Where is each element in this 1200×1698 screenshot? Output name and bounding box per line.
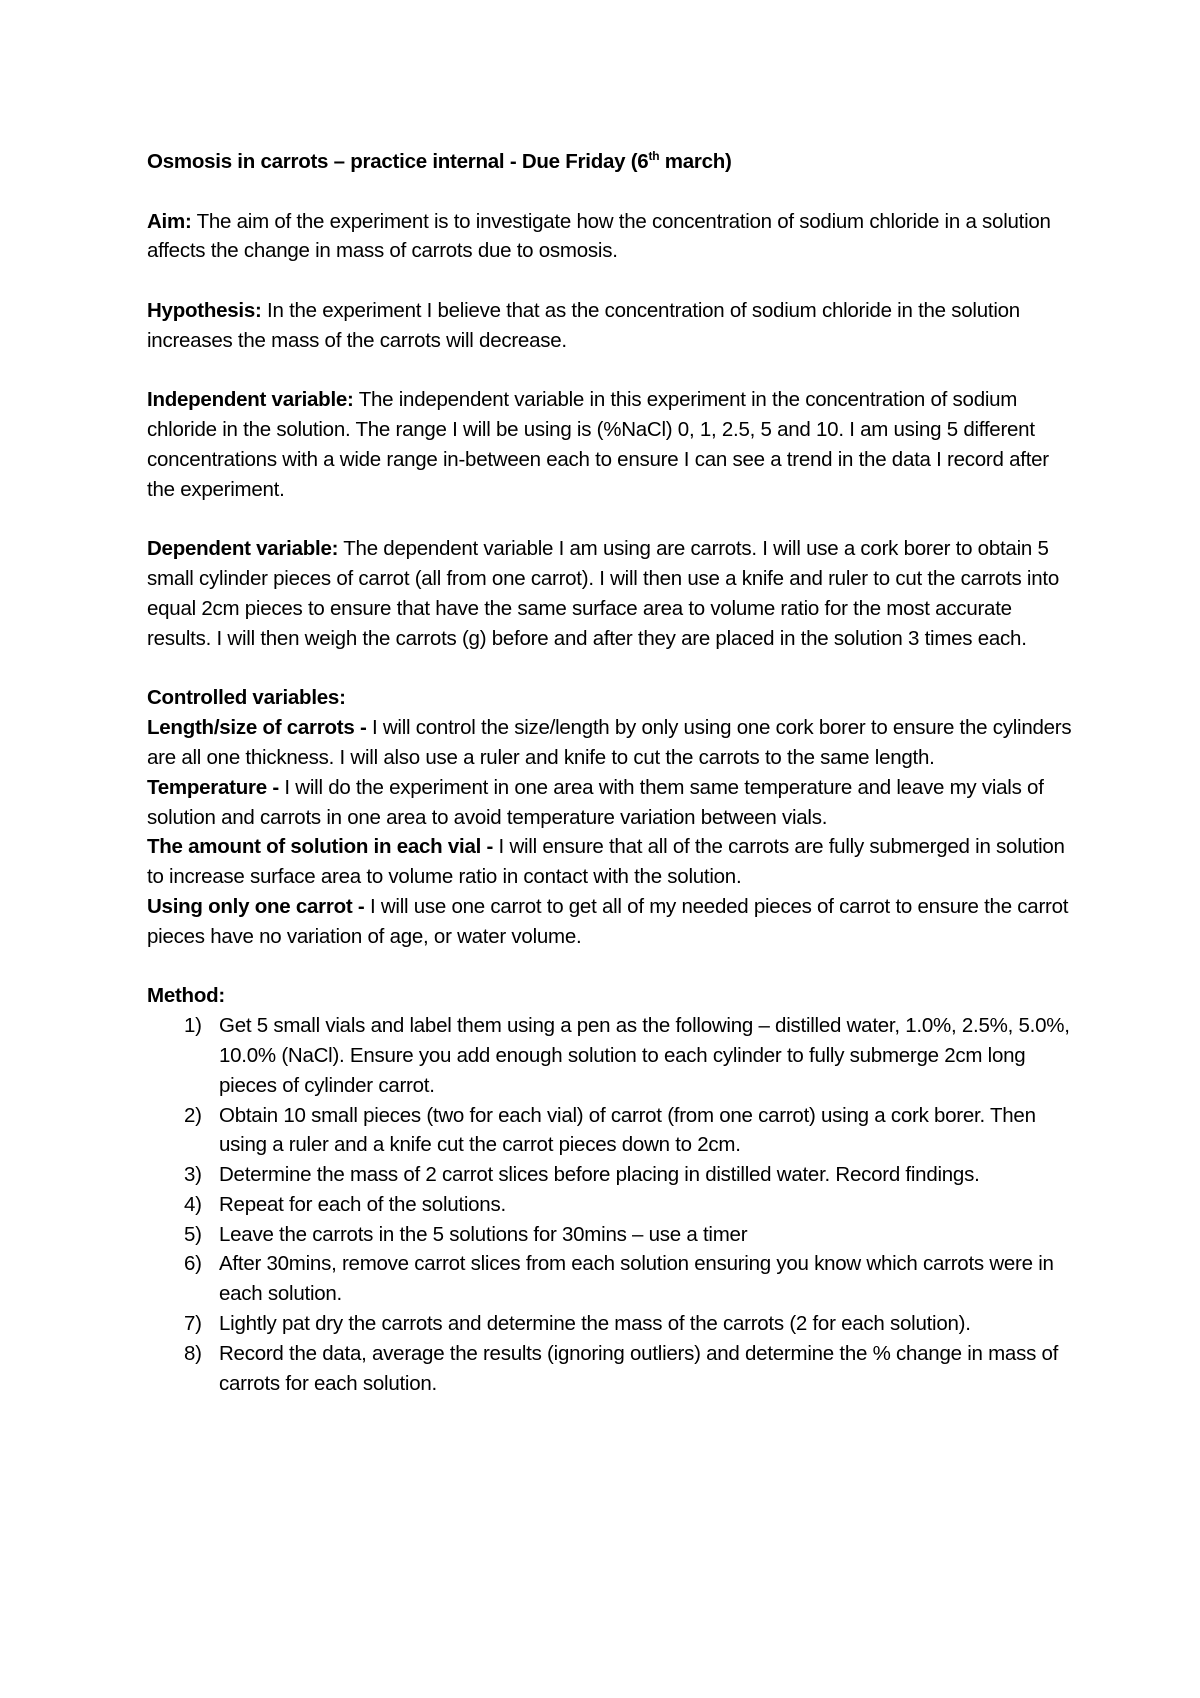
- method-step-number: 1): [184, 1014, 202, 1038]
- method-step: [147, 1309, 1072, 1339]
- method-step: [147, 1190, 1072, 1220]
- controlled-item: [147, 713, 1072, 773]
- title-text-end: march): [659, 150, 732, 173]
- controlled-item-text: I will ensure that all of the carrots are fully submerged in solution to increase surface area to volume ratio in contact with the solution.: [147, 835, 1065, 889]
- method-step-number: 3): [184, 1163, 202, 1187]
- method-step-text: After 30mins, remove carrot slices from each solution ensuring you know which carrots were in each solution.: [219, 1252, 1054, 1306]
- controlled-item-label: Length/size of carrots -: [147, 716, 367, 740]
- controlled-variables-section: [147, 683, 1072, 951]
- title-text: Osmosis in carrots – practice internal - Due Friday (6: [147, 150, 649, 173]
- method-step-number: 4): [184, 1192, 202, 1216]
- method-step-number: 8): [184, 1341, 202, 1365]
- method-step-text: Repeat for each of the solutions.: [219, 1192, 506, 1216]
- method-step-text: Record the data, average the results (ignoring outliers) and determine the % change in mass of carrots for each solution.: [219, 1341, 1059, 1395]
- method-step-text: Obtain 10 small pieces (two for each vial) of carrot (from one carrot) using a cork borer. Then using a ruler and a knife cut the carrot pieces down to 2cm.: [219, 1103, 1036, 1157]
- method-step-number: 6): [184, 1252, 202, 1276]
- title-superscript: th: [648, 149, 660, 164]
- hypothesis-section: [147, 296, 1072, 356]
- method-step-text: Get 5 small vials and label them using a pen as the following – distilled water, 1.0%, 2.5%, 5.0%, 10.0% (NaCl). Ensure you add enough solution to each cylinder to fully submerge 2cm long pieces of cylinder carrot.: [219, 1014, 1070, 1097]
- method-step-number: 5): [184, 1222, 202, 1246]
- controlled-item-text: I will use one carrot to get all of my needed pieces of carrot to ensure the carrot pieces have no variation of age, or water volume.: [147, 894, 1069, 948]
- aim-label: Aim:: [147, 209, 192, 233]
- method-step-number: 7): [184, 1312, 202, 1336]
- method-step-text: Determine the mass of 2 carrot slices before placing in distilled water. Record findings.: [219, 1163, 980, 1187]
- method-step: [147, 1220, 1072, 1250]
- controlled-variables-heading: Controlled variables:: [147, 686, 346, 710]
- method-step: [147, 1339, 1072, 1399]
- independent-variable-label: Independent variable:: [147, 388, 354, 412]
- method-step: [147, 1249, 1072, 1309]
- method-step: [147, 1101, 1072, 1161]
- method-steps-list: [147, 1011, 1072, 1398]
- aim-text: The aim of the experiment is to investigate how the concentration of sodium chloride in a solution affects the change in mass of carrots due to osmosis.: [147, 209, 1051, 263]
- dependent-variable-label: Dependent variable:: [147, 537, 339, 561]
- controlled-item-label: Temperature -: [147, 775, 279, 799]
- controlled-item-label: Using only one carrot -: [147, 894, 365, 918]
- hypothesis-label: Hypothesis:: [147, 298, 262, 322]
- controlled-item: [147, 773, 1072, 833]
- method-step-text: Lightly pat dry the carrots and determine the mass of the carrots (2 for each solution).: [219, 1312, 971, 1336]
- method-heading: Method:: [147, 984, 225, 1008]
- method-step: [147, 1160, 1072, 1190]
- controlled-item: [147, 892, 1072, 952]
- dependent-variable-text: The dependent variable I am using are carrots. I will use a cork borer to obtain 5 small cylinder pieces of carrot (all from one carrot). I will then use a knife and ruler to cut the carrots into equal 2cm pieces to ensure that have the same surface area to volume ratio for the most accurate results. I will then weigh the carrots (g) before and after they are placed in the solution 3 times each.: [147, 537, 1059, 650]
- dependent-variable-section: [147, 534, 1072, 653]
- controlled-item-text: I will do the experiment in one area with them same temperature and leave my vials of solution and carrots in one area to avoid temperature variation between vials.: [147, 775, 1044, 829]
- aim-section: [147, 207, 1072, 267]
- method-section: [147, 981, 1072, 1398]
- document-title: [147, 147, 1072, 177]
- controlled-item-label: The amount of solution in each vial -: [147, 835, 494, 859]
- method-step: [147, 1011, 1072, 1100]
- controlled-item: [147, 832, 1072, 892]
- independent-variable-text: The independent variable in this experiment in the concentration of sodium chloride in the solution. The range I will be using is (%NaCl) 0, 1, 2.5, 5 and 10. I am using 5 different concentrations with a wide range in-between each to ensure I can see a trend in the data I record after the experiment.: [147, 388, 1049, 501]
- document-body: [147, 147, 1072, 1398]
- method-step-number: 2): [184, 1103, 202, 1127]
- hypothesis-text: In the experiment I believe that as the concentration of sodium chloride in the solution increases the mass of the carrots will decrease.: [147, 298, 1020, 352]
- controlled-item-text: I will control the size/length by only using one cork borer to ensure the cylinders are all one thickness. I will also use a ruler and knife to cut the carrots to the same length.: [147, 716, 1072, 769]
- method-step-text: Leave the carrots in the 5 solutions for 30mins – use a timer: [219, 1222, 748, 1246]
- independent-variable-section: [147, 385, 1072, 504]
